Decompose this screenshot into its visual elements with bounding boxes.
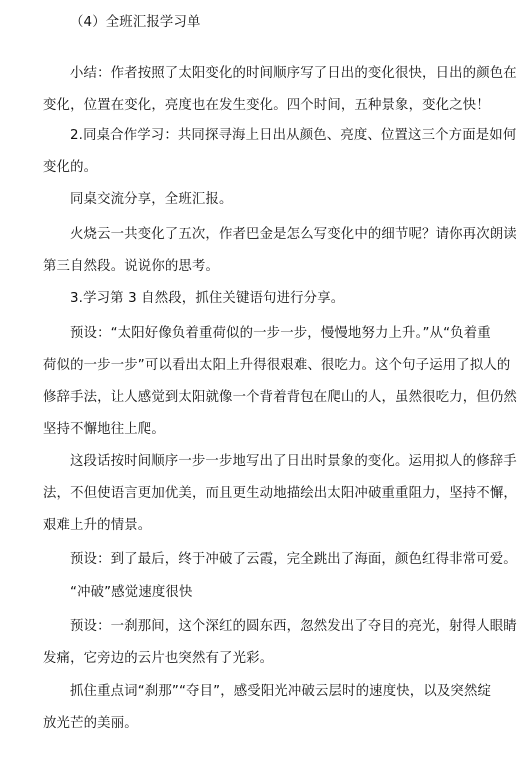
text-line: 火烧云一共变化了五次，作者巴金是怎么写变化中的细节呢？请你再次朗读 — [70, 227, 517, 242]
text-line: 2.同桌合作学习：共同探寻海上日出从颜色、亮度、位置这三个方面是如何 — [70, 128, 517, 143]
text-line: 同桌交流分享，全班汇报。 — [70, 192, 233, 207]
paragraph-keywords — [43, 676, 492, 740]
text-line: 这段话按时间顺序一步一步地写出了日出时景象的变化。运用拟人的修辞手 — [70, 454, 517, 469]
text-line: 变化，位置在变化，亮度也在发生变化。四个时间，五种景象，变化之快！ — [43, 98, 490, 113]
section-heading-class-report — [43, 7, 488, 39]
text-line: （4）全班汇报学习单 — [70, 15, 201, 30]
paragraph-preset-1 — [43, 318, 517, 446]
paragraph-preset-2 — [43, 544, 517, 576]
paragraph-preset-3 — [43, 611, 517, 675]
text-line: 荷似的一步一步”可以看出太阳上升得很艰难、很吃力。这个句子运用了拟人的 — [43, 358, 511, 373]
paragraph-keyword-breakthrough — [43, 577, 488, 609]
text-line: 预设：到了最后，终于冲破了云霞，完全跳出了海面，颜色红得非常可爱。 — [70, 552, 517, 567]
text-line: 放光芒的美丽。 — [43, 716, 138, 731]
text-line: 修辞手法，让人感觉到太阳就像一个背着背包在爬山的人，虽然很吃力，但仍然 — [43, 390, 517, 405]
text-line: 发痛，它旁边的云片也突然有了光彩。 — [43, 651, 274, 666]
text-line: 预设：“太阳好像负着重荷似的一步一步，慢慢地努力上升。”从“负着重 — [70, 326, 491, 341]
paragraph-summary — [43, 58, 517, 122]
text-line: 法，不但使语言更加优美，而且更生动地描绘出太阳冲破重重阻力，坚持不懈， — [43, 486, 517, 501]
text-line: 小结：作者按照了太阳变化的时间顺序写了日出的变化很快，日出的颜色在 — [70, 66, 517, 81]
text-line: 预设：一刹那间，这个深红的圆东西，忽然发出了夺目的亮光，射得人眼睛 — [70, 619, 517, 634]
text-line: “冲破”感觉速度很快 — [70, 585, 193, 600]
paragraph-analysis — [43, 446, 517, 542]
text-line: 3.学习第 3 自然段，抓住关键语句进行分享。 — [70, 291, 345, 306]
paragraph-question — [43, 219, 517, 283]
text-line: 坚持不懈地往上爬。 — [43, 422, 165, 437]
paragraph-pair-share — [43, 184, 488, 216]
text-line: 变化的。 — [43, 160, 98, 175]
text-line: 第三自然段。说说你的思考。 — [43, 259, 220, 274]
text-line: 抓住重点词“刹那”“夺目”，感受阳光冲破云层时的速度快，以及突然绽 — [70, 684, 492, 699]
paragraph-study-section-3 — [43, 283, 488, 315]
text-line: 艰难上升的情景。 — [43, 518, 152, 533]
paragraph-pair-study — [43, 120, 517, 184]
